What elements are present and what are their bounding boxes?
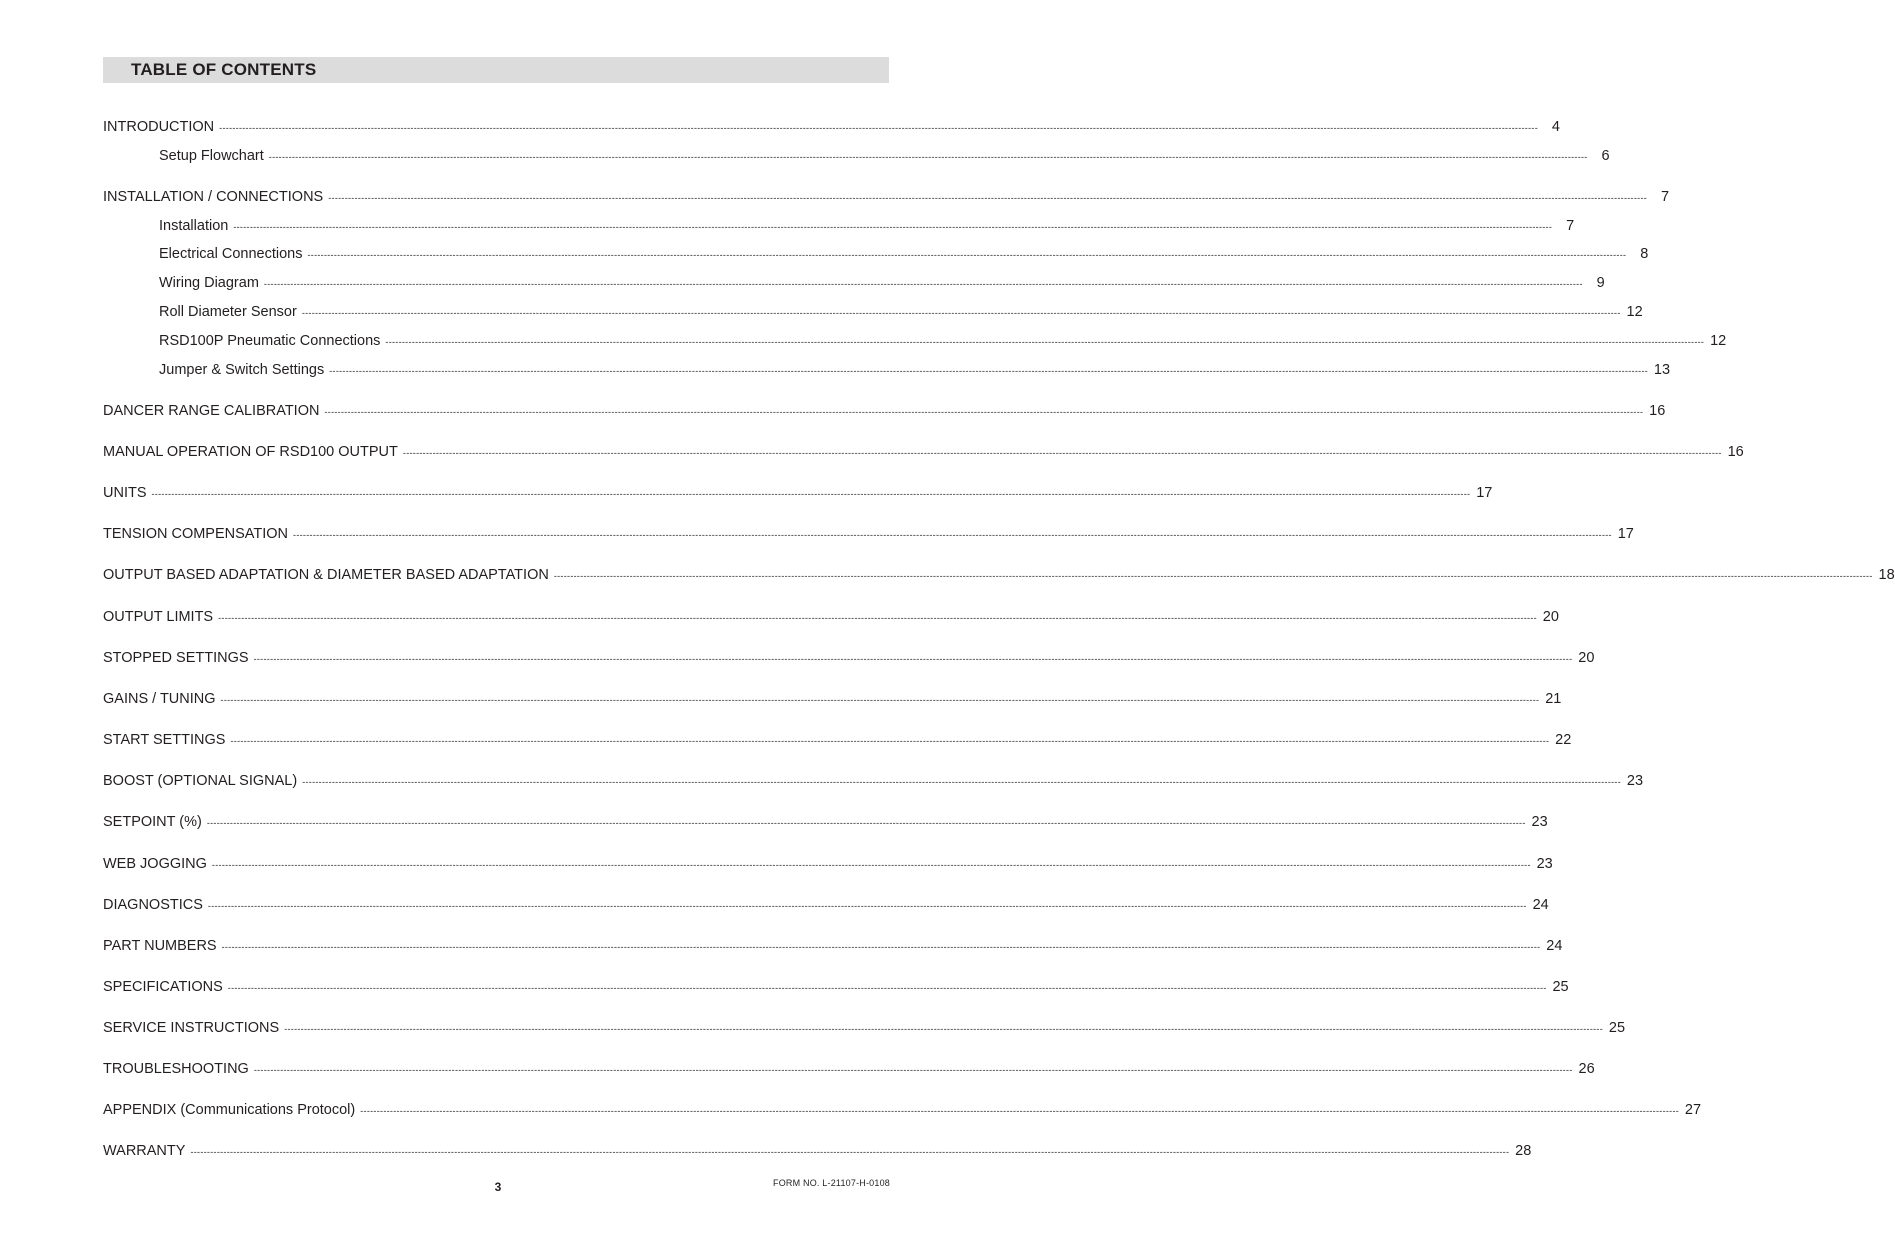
toc-entry-page: 7: [1660, 189, 1670, 205]
toc-entry[interactable]: [103, 119, 1560, 139]
dot-leader: ----------------------------------------------------------------------------------------------------------------------------------------------------------------------------------------------------------------------------------------------------------------------------------------------------------------------------------------------------------------------------------------------------------------: [230, 736, 1550, 746]
toc-entry[interactable]: [103, 979, 1569, 999]
toc-entry[interactable]: [103, 773, 1644, 793]
toc-entry-page: 22: [1555, 732, 1572, 748]
toc-entry[interactable]: [103, 856, 1553, 876]
toc-entry[interactable]: [159, 246, 1649, 266]
toc-entry[interactable]: [159, 275, 1605, 295]
toc-entry[interactable]: [103, 1061, 1595, 1081]
dot-leader: ----------------------------------------------------------------------------------------------------------------------------------------------------------------------------------------------------------------------------------------------------------------------------------------------------------------------------------------------------------------------------------------------------------------: [385, 337, 1705, 347]
toc-entry[interactable]: [103, 526, 1634, 546]
dot-leader: ----------------------------------------------------------------------------------------------------------------------------------------------------------------------------------------------------------------------------------------------------------------------------------------------------------------------------------------------------------------------------------------------------------------: [206, 818, 1526, 828]
toc-entry-label: TROUBLESHOOTING: [103, 1061, 249, 1077]
dot-leader: ----------------------------------------------------------------------------------------------------------------------------------------------------------------------------------------------------------------------------------------------------------------------------------------------------------------------------------------------------------------------------------------------------------------: [284, 1024, 1604, 1034]
toc-entry[interactable]: [159, 148, 1610, 168]
toc-entry-page: 24: [1532, 897, 1549, 913]
toc-entry-page: 17: [1476, 485, 1493, 501]
dot-leader: ----------------------------------------------------------------------------------------------------------------------------------------------------------------------------------------------------------------------------------------------------------------------------------------------------------------------------------------------------------------------------------------------------------------: [307, 250, 1627, 260]
toc-entry[interactable]: [103, 485, 1493, 505]
toc-entry[interactable]: [103, 1102, 1702, 1122]
toc-entry-label: INTRODUCTION: [103, 119, 215, 135]
toc-entry-label: OUTPUT LIMITS: [103, 609, 214, 625]
toc-entry-label: SPECIFICATIONS: [103, 979, 223, 995]
dot-leader: ----------------------------------------------------------------------------------------------------------------------------------------------------------------------------------------------------------------------------------------------------------------------------------------------------------------------------------------------------------------------------------------------------------------: [553, 571, 1873, 581]
toc-entry-label: INSTALLATION / CONNECTIONS: [103, 189, 324, 205]
toc-entry-page: 4: [1551, 119, 1560, 135]
toc-entry[interactable]: [103, 732, 1572, 752]
dot-leader: ----------------------------------------------------------------------------------------------------------------------------------------------------------------------------------------------------------------------------------------------------------------------------------------------------------------------------------------------------------------------------------------------------------------: [329, 366, 1649, 376]
toc-entry-page: 20: [1542, 609, 1559, 625]
dot-leader: ----------------------------------------------------------------------------------------------------------------------------------------------------------------------------------------------------------------------------------------------------------------------------------------------------------------------------------------------------------------------------------------------------------------: [211, 860, 1531, 870]
toc-entry[interactable]: [103, 897, 1549, 917]
toc-entry-page: 24: [1546, 938, 1563, 954]
dot-leader: ----------------------------------------------------------------------------------------------------------------------------------------------------------------------------------------------------------------------------------------------------------------------------------------------------------------------------------------------------------------------------------------------------------------: [218, 613, 1537, 623]
toc-entry[interactable]: [103, 189, 1670, 209]
dot-leader: ----------------------------------------------------------------------------------------------------------------------------------------------------------------------------------------------------------------------------------------------------------------------------------------------------------------------------------------------------------------------------------------------------------------: [302, 777, 1622, 787]
toc-entry[interactable]: [159, 333, 1727, 353]
toc-entry[interactable]: [103, 650, 1595, 670]
dot-leader: ----------------------------------------------------------------------------------------------------------------------------------------------------------------------------------------------------------------------------------------------------------------------------------------------------------------------------------------------------------------------------------------------------------------: [227, 983, 1547, 993]
toc-entry-label: MANUAL OPERATION OF RSD100 OUTPUT: [103, 444, 398, 460]
toc-entry-page: 8: [1640, 246, 1649, 262]
toc-entry-page: 28: [1515, 1143, 1532, 1159]
toc-entry-page: 12: [1710, 333, 1727, 349]
toc-entry-page: 25: [1608, 1020, 1626, 1036]
toc-entry-label: TENSION COMPENSATION: [103, 526, 289, 542]
toc-entry-page: 13: [1653, 362, 1671, 378]
toc-entry[interactable]: [103, 567, 1895, 587]
dot-leader: ----------------------------------------------------------------------------------------------------------------------------------------------------------------------------------------------------------------------------------------------------------------------------------------------------------------------------------------------------------------------------------------------------------------: [324, 407, 1644, 417]
toc-entry-page: 9: [1596, 275, 1605, 291]
toc-entry-page: 12: [1626, 304, 1643, 320]
toc-entry-page: 25: [1552, 979, 1569, 995]
toc-entry-label: OUTPUT BASED ADAPTATION & DIAMETER BASED ADAPTATION: [103, 567, 549, 583]
toc-entry[interactable]: [103, 1020, 1626, 1040]
toc-entry[interactable]: [159, 304, 1643, 324]
toc-entry-label: DANCER RANGE CALIBRATION: [103, 403, 320, 419]
dot-leader: ----------------------------------------------------------------------------------------------------------------------------------------------------------------------------------------------------------------------------------------------------------------------------------------------------------------------------------------------------------------------------------------------------------------: [253, 1065, 1573, 1075]
dot-leader: ----------------------------------------------------------------------------------------------------------------------------------------------------------------------------------------------------------------------------------------------------------------------------------------------------------------------------------------------------------------------------------------------------------------: [268, 152, 1588, 162]
toc-entry-label: START SETTINGS: [103, 732, 226, 748]
toc-entry-label: WEB JOGGING: [103, 856, 207, 872]
toc-entry[interactable]: [103, 403, 1666, 423]
toc-entry-label: WARRANTY: [103, 1143, 186, 1159]
toc-entry-label: APPENDIX (Communications Protocol): [103, 1102, 356, 1118]
toc-entry[interactable]: [103, 1143, 1532, 1163]
dot-leader: ----------------------------------------------------------------------------------------------------------------------------------------------------------------------------------------------------------------------------------------------------------------------------------------------------------------------------------------------------------------------------------------------------------------: [190, 1147, 1510, 1157]
toc-entry[interactable]: [103, 609, 1559, 629]
form-number: FORM NO. L-21107-H-0108: [773, 1178, 890, 1188]
toc-entry-label: RSD100P Pneumatic Connections: [159, 333, 381, 349]
toc-entry-label: UNITS: [103, 485, 147, 501]
toc-entry-label: PART NUMBERS: [103, 938, 217, 954]
page-title: TABLE OF CONTENTS: [131, 60, 317, 79]
toc-entry-page: 27: [1684, 1102, 1702, 1118]
page-number: 3: [494, 1180, 502, 1194]
toc-entry-label: GAINS / TUNING: [103, 691, 216, 707]
toc-entry-page: 16: [1727, 444, 1744, 460]
toc-entry-label: Roll Diameter Sensor: [159, 304, 297, 320]
dot-leader: ----------------------------------------------------------------------------------------------------------------------------------------------------------------------------------------------------------------------------------------------------------------------------------------------------------------------------------------------------------------------------------------------------------------: [253, 654, 1573, 664]
toc-entry-label: STOPPED SETTINGS: [103, 650, 249, 666]
toc-entry[interactable]: [103, 938, 1563, 958]
toc-entry-page: 17: [1617, 526, 1634, 542]
dot-leader: ----------------------------------------------------------------------------------------------------------------------------------------------------------------------------------------------------------------------------------------------------------------------------------------------------------------------------------------------------------------------------------------------------------------: [220, 695, 1540, 705]
toc-entry-label: Setup Flowchart: [159, 148, 264, 164]
dot-leader: ----------------------------------------------------------------------------------------------------------------------------------------------------------------------------------------------------------------------------------------------------------------------------------------------------------------------------------------------------------------------------------------------------------------: [328, 193, 1648, 203]
toc-entry-label: Wiring Diagram: [159, 275, 259, 291]
toc-entry-page: 23: [1626, 773, 1644, 789]
dot-leader: ----------------------------------------------------------------------------------------------------------------------------------------------------------------------------------------------------------------------------------------------------------------------------------------------------------------------------------------------------------------------------------------------------------------: [151, 489, 1471, 499]
dot-leader: ----------------------------------------------------------------------------------------------------------------------------------------------------------------------------------------------------------------------------------------------------------------------------------------------------------------------------------------------------------------------------------------------------------------: [219, 123, 1538, 133]
toc-entry-label: BOOST (OPTIONAL SIGNAL): [103, 773, 298, 789]
dot-leader: ----------------------------------------------------------------------------------------------------------------------------------------------------------------------------------------------------------------------------------------------------------------------------------------------------------------------------------------------------------------------------------------------------------------: [221, 942, 1541, 952]
toc-entry[interactable]: [159, 362, 1671, 382]
dot-leader: ----------------------------------------------------------------------------------------------------------------------------------------------------------------------------------------------------------------------------------------------------------------------------------------------------------------------------------------------------------------------------------------------------------------: [402, 448, 1722, 458]
dot-leader: ----------------------------------------------------------------------------------------------------------------------------------------------------------------------------------------------------------------------------------------------------------------------------------------------------------------------------------------------------------------------------------------------------------------: [263, 279, 1583, 289]
toc-entry-label: SERVICE INSTRUCTIONS: [103, 1020, 280, 1036]
dot-leader: ----------------------------------------------------------------------------------------------------------------------------------------------------------------------------------------------------------------------------------------------------------------------------------------------------------------------------------------------------------------------------------------------------------------: [233, 222, 1553, 232]
toc-entry-page: 18: [1878, 567, 1895, 583]
toc-header-bar: [103, 57, 889, 83]
dot-leader: ----------------------------------------------------------------------------------------------------------------------------------------------------------------------------------------------------------------------------------------------------------------------------------------------------------------------------------------------------------------------------------------------------------------: [360, 1106, 1680, 1116]
dot-leader: ----------------------------------------------------------------------------------------------------------------------------------------------------------------------------------------------------------------------------------------------------------------------------------------------------------------------------------------------------------------------------------------------------------------: [301, 308, 1621, 318]
toc-entry-page: 26: [1578, 1061, 1595, 1077]
dot-leader: ----------------------------------------------------------------------------------------------------------------------------------------------------------------------------------------------------------------------------------------------------------------------------------------------------------------------------------------------------------------------------------------------------------------: [293, 530, 1612, 540]
toc-entry-page: 23: [1536, 856, 1553, 872]
toc-entry-label: DIAGNOSTICS: [103, 897, 203, 913]
toc-entry-label: SETPOINT (%): [103, 814, 202, 830]
dot-leader: ----------------------------------------------------------------------------------------------------------------------------------------------------------------------------------------------------------------------------------------------------------------------------------------------------------------------------------------------------------------------------------------------------------------: [207, 901, 1527, 911]
toc-entry-page: 7: [1566, 218, 1575, 234]
toc-entry-label: Jumper & Switch Settings: [159, 362, 325, 378]
toc-entry[interactable]: [103, 444, 1744, 464]
toc-entry-page: 20: [1578, 650, 1595, 666]
toc-entry-page: 16: [1649, 403, 1666, 419]
toc-entry[interactable]: [159, 218, 1575, 238]
toc-entry-page: 23: [1531, 814, 1548, 830]
toc-entry-page: 21: [1545, 691, 1562, 707]
toc-entry-label: Electrical Connections: [159, 246, 303, 262]
toc-entry-label: Installation: [159, 218, 229, 234]
toc-entry-page: 6: [1601, 148, 1610, 164]
toc-entry[interactable]: [103, 691, 1562, 711]
toc-entry[interactable]: [103, 814, 1548, 834]
